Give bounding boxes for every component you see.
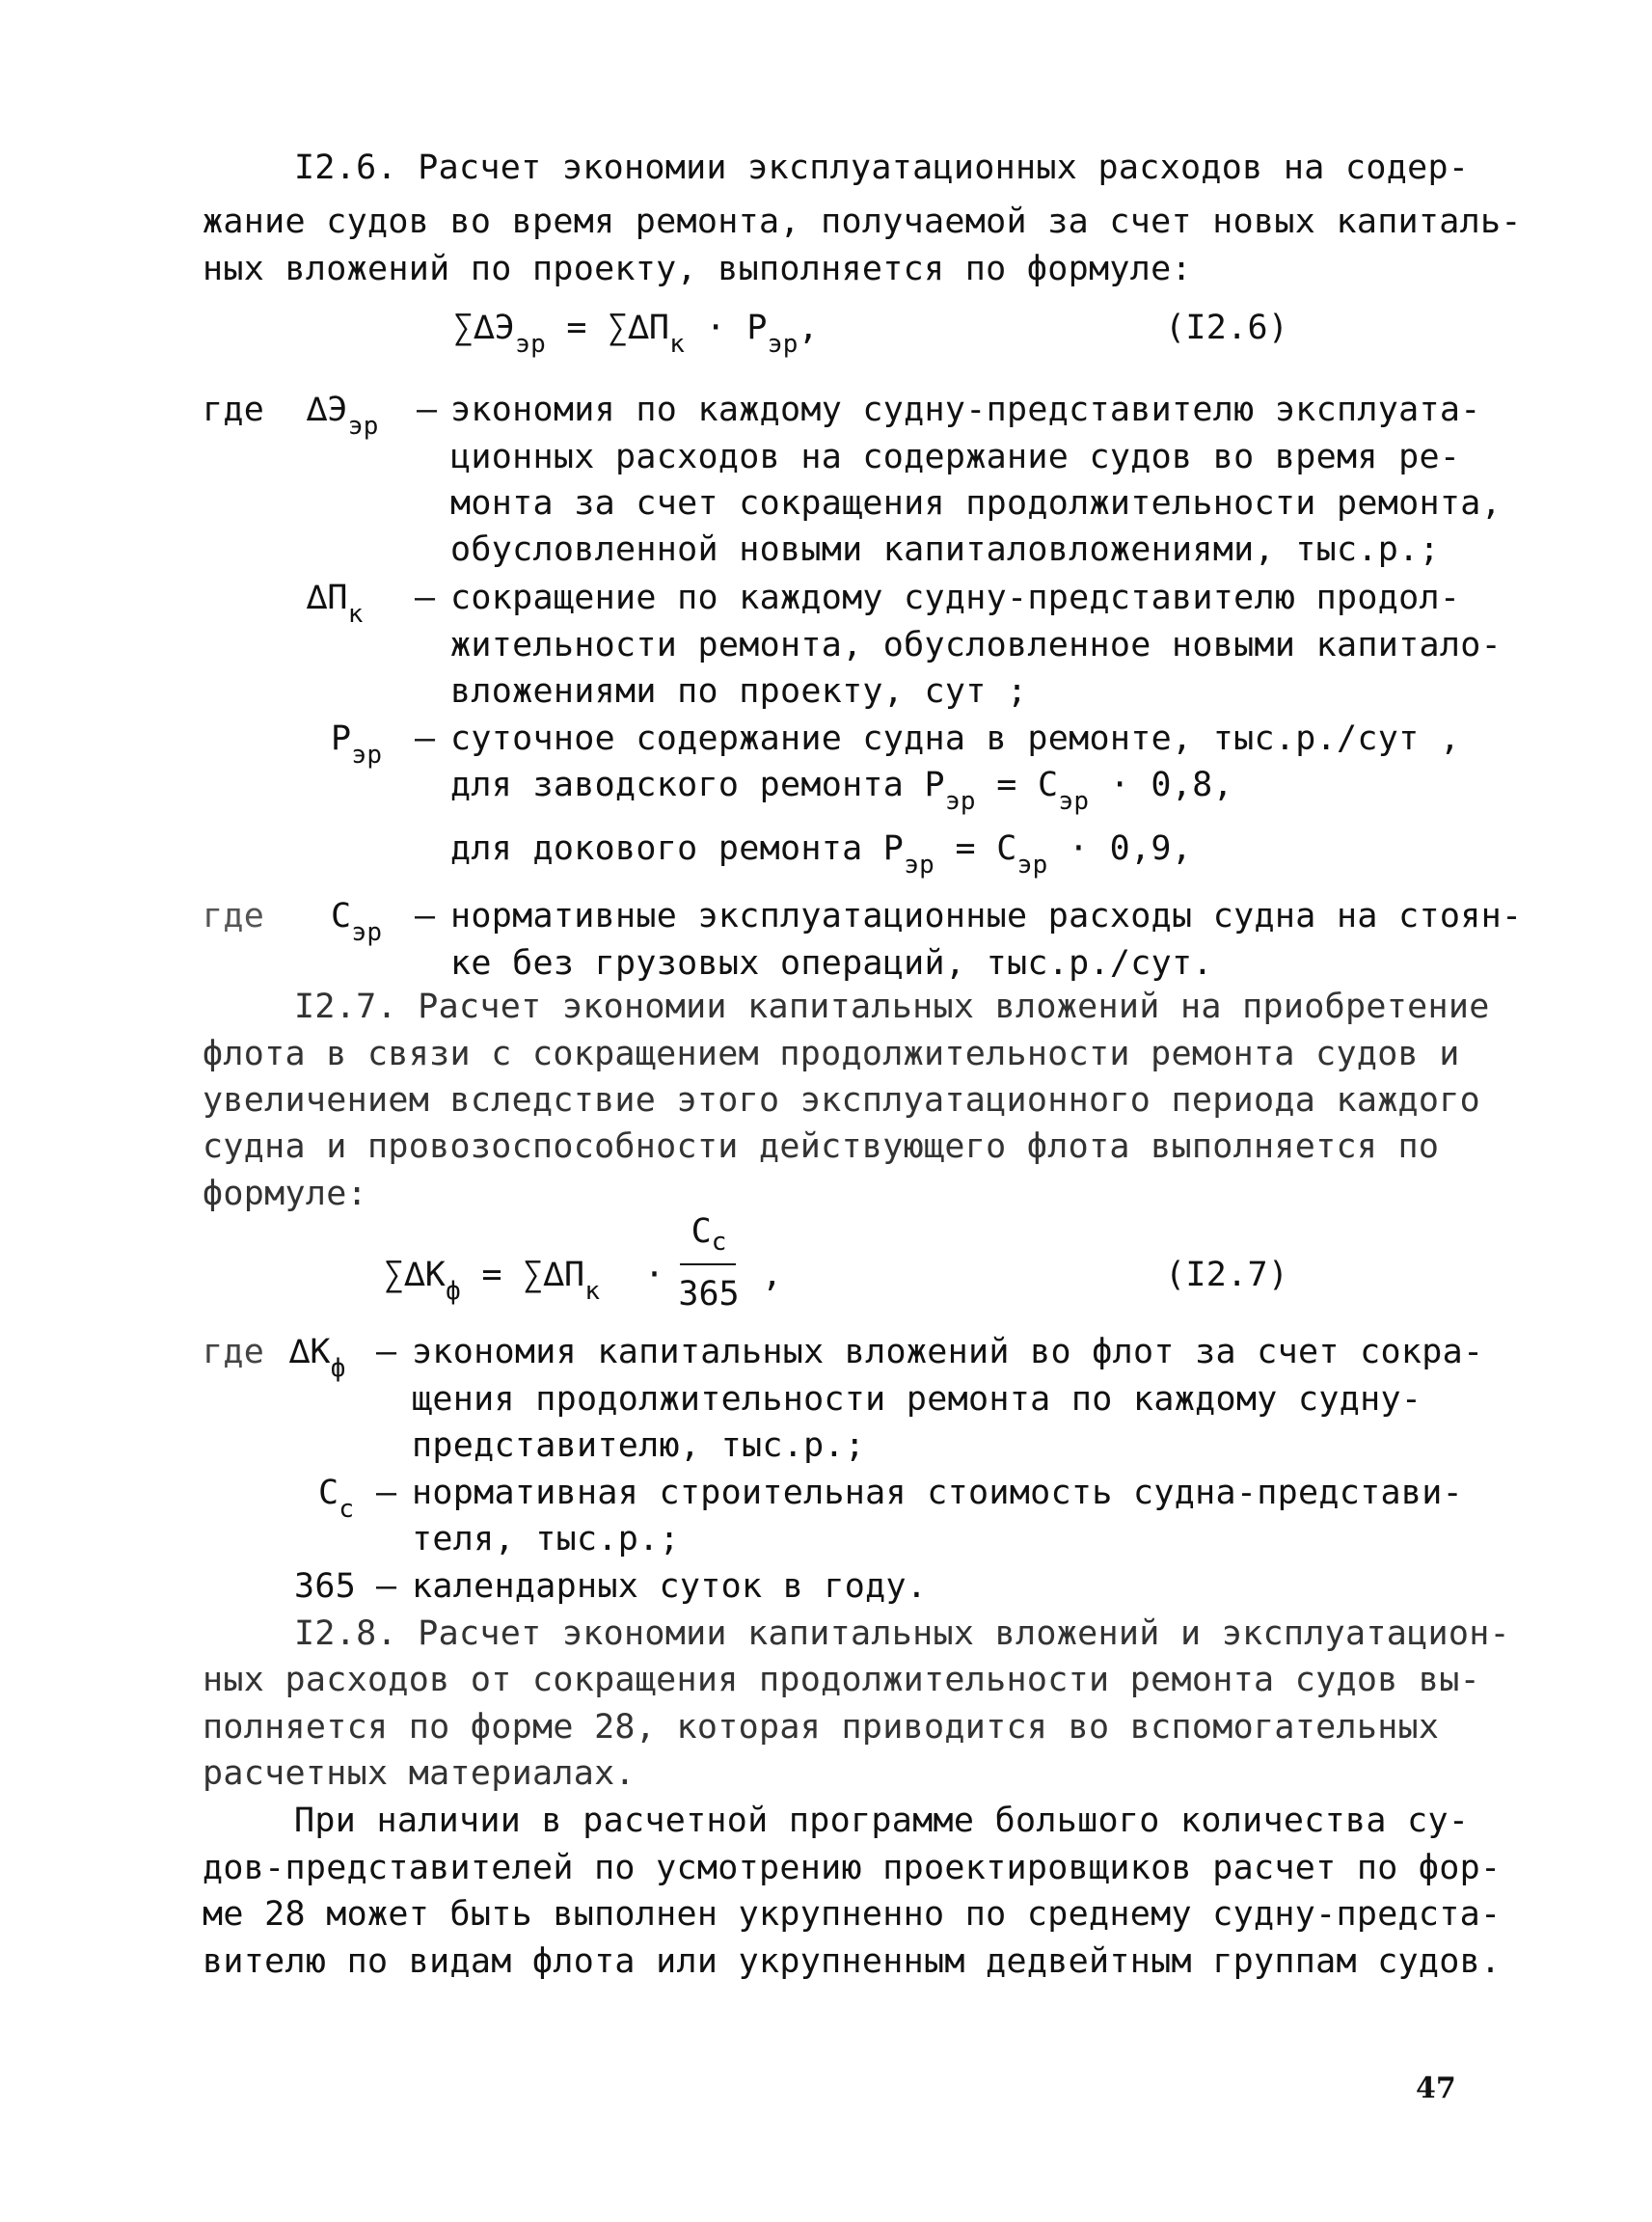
formula-12-7-eq: = ∑∆П bbox=[461, 1256, 585, 1294]
formula-12-7-comma: , bbox=[762, 1256, 783, 1294]
def-365-symbol: 365 bbox=[294, 1567, 357, 1606]
def-r-line-2-pre: для заводского ремонта Р bbox=[450, 766, 945, 804]
def-delta-p-line-2: жительности ремонта, обусловленное новыми капитало- bbox=[450, 626, 1502, 664]
formula-12-7-sum-left: ∑∆К bbox=[384, 1256, 447, 1294]
def-c-c-symbol-main: С bbox=[318, 1474, 339, 1512]
def-delta-k-symbol bbox=[289, 1333, 346, 1383]
def-r-line-3-pre: для докового ремонта Р bbox=[450, 829, 905, 868]
section-12-7-line-3: увеличением вследствие этого эксплуатационного периода каждого bbox=[203, 1081, 1481, 1120]
def-delta-e-dash: – bbox=[417, 391, 438, 429]
section-12-7-line-4: судна и провозоспособности действующего флота выполняется по bbox=[203, 1127, 1440, 1166]
final-paragraph-line-1: При наличии в расчетной программе большого количества су- bbox=[294, 1802, 1470, 1840]
def-delta-k-dash: – bbox=[376, 1333, 397, 1371]
section-12-6-line-2: жание судов во время ремонта, получаемой за счет новых капиталь- bbox=[203, 203, 1522, 241]
section-12-8-line-2: ных расходов от сокращения продолжительности ремонта судов вы- bbox=[203, 1661, 1481, 1699]
def-r-symbol bbox=[331, 719, 383, 770]
final-paragraph-line-3: ме 28 может быть выполнен укрупненно по среднему судну-предста- bbox=[203, 1895, 1502, 1934]
section-12-8-line-1: I2.8. Расчет экономии капитальных вложений и эксплуатацион- bbox=[294, 1614, 1510, 1653]
def-delta-p-symbol-sub: к bbox=[347, 600, 364, 629]
section-12-7-line-5: формуле: bbox=[203, 1175, 367, 1213]
formula-12-7-fraction-bar bbox=[680, 1263, 736, 1265]
where-label-2: где bbox=[203, 897, 265, 935]
def-c-er-symbol bbox=[331, 897, 383, 947]
formula-12-7-number: (I2.7) bbox=[1165, 1256, 1289, 1294]
def-delta-p-line-3: вложениями по проекту, сут ; bbox=[450, 672, 1028, 711]
final-paragraph-line-2: дов-представителей по усмотрению проектировщиков расчет по фор- bbox=[203, 1849, 1502, 1887]
def-delta-e-symbol-sub: эр bbox=[347, 412, 379, 441]
def-365-dash: – bbox=[376, 1567, 397, 1606]
def-c-er-symbol-sub: эр bbox=[351, 918, 383, 947]
def-delta-k-symbol-sub: ф bbox=[330, 1354, 346, 1383]
where-label-3: где bbox=[203, 1333, 265, 1371]
formula-12-7-denominator: 365 bbox=[678, 1275, 740, 1314]
def-r-line-2-mid: = С bbox=[975, 766, 1059, 804]
section-12-6-line-3: ных вложений по проекту, выполняется по формуле: bbox=[203, 250, 1192, 288]
section-12-7-line-1: I2.7. Расчет экономии капитальных вложений на приобретение bbox=[294, 988, 1490, 1026]
formula-12-7-numerator bbox=[675, 1212, 743, 1257]
def-r-line-2-post: · 0,8, bbox=[1089, 766, 1233, 804]
def-delta-e-line-1: экономия по каждому судну-представителю эксплуата- bbox=[450, 391, 1481, 429]
def-r-line-3-sub-1: эр bbox=[904, 851, 935, 880]
def-delta-k-line-2: щения продолжительности ремонта по каждому судну- bbox=[412, 1380, 1422, 1419]
def-r-line-2 bbox=[450, 766, 1233, 816]
formula-12-7-times: · bbox=[644, 1256, 665, 1294]
def-delta-p-symbol-main: ∆П bbox=[307, 579, 348, 617]
section-12-7-line-2: флота в связи с сокращением продолжительности ремонта судов и bbox=[203, 1035, 1460, 1073]
final-paragraph-line-4: вителю по видам флота или укрупненным дедвейтным группам судов. bbox=[203, 1942, 1502, 1981]
def-r-line-3-sub-2: эр bbox=[1016, 851, 1048, 880]
def-c-er-line-2: ке без грузовых операций, тыс.р./сут. bbox=[450, 944, 1213, 983]
def-c-er-symbol-main: С bbox=[331, 897, 352, 935]
def-r-line-2-sub-1: эр bbox=[944, 787, 976, 816]
def-365-line: календарных суток в году. bbox=[412, 1567, 928, 1606]
def-r-line-2-sub-2: эр bbox=[1058, 787, 1090, 816]
def-r-symbol-sub: эр bbox=[351, 741, 383, 770]
def-r-line-3-post: · 0,9, bbox=[1047, 829, 1193, 868]
def-delta-p-dash: – bbox=[415, 579, 436, 617]
formula-12-6-sum-left: ∑∆Э bbox=[453, 309, 516, 347]
def-delta-e-line-3: монта за счет сокращения продолжительности ремонта, bbox=[450, 484, 1502, 523]
def-r-line-3-mid: = С bbox=[934, 829, 1017, 868]
formula-12-7-sub-left: ф bbox=[446, 1277, 462, 1306]
def-r-line-3 bbox=[450, 829, 1193, 880]
def-c-c-line-2: теля, тыс.р.; bbox=[412, 1520, 680, 1558]
section-12-8-line-4: расчетных материалах. bbox=[203, 1754, 636, 1793]
def-c-er-line-1: нормативные эксплуатационные расходы судна на стоян- bbox=[450, 897, 1523, 935]
page-number: 47 bbox=[1416, 2072, 1456, 2105]
formula-12-7-numerator-main: С bbox=[691, 1212, 712, 1251]
def-delta-k-line-3: представителю, тыс.р.; bbox=[412, 1426, 866, 1465]
where-label-1: где bbox=[203, 391, 265, 429]
def-r-dash: – bbox=[415, 719, 436, 758]
formula-12-7-sub-mid: к bbox=[584, 1277, 601, 1306]
formula-12-6-sub-left: эр bbox=[515, 330, 547, 359]
formula-12-6-number: (I2.6) bbox=[1165, 309, 1289, 347]
def-r-line-1: суточное содержание судна в ремонте, тыс.р./сут , bbox=[450, 719, 1461, 758]
def-delta-e-line-4: обусловленной новыми капиталовложениями, тыс.р.; bbox=[450, 530, 1440, 569]
def-delta-p-line-1: сокращение по каждому судну-представителю продол- bbox=[450, 579, 1461, 617]
def-c-c-symbol bbox=[318, 1474, 355, 1524]
def-delta-k-line-1: экономия капитальных вложений во флот за счет сокра- bbox=[412, 1333, 1484, 1371]
formula-12-7-numerator-sub: с bbox=[711, 1228, 727, 1257]
formula-12-7-left bbox=[384, 1256, 601, 1306]
def-delta-e-line-2: ционных расходов на содержание судов во время ре- bbox=[450, 438, 1461, 476]
formula-12-6-eq: = ∑∆П bbox=[546, 309, 670, 347]
formula-12-6 bbox=[453, 309, 820, 359]
formula-12-6-comma: , bbox=[798, 309, 820, 347]
section-12-8-line-3: полняется по форме 28, которая приводится во вспомогательных bbox=[203, 1708, 1440, 1747]
def-r-symbol-main: Р bbox=[331, 719, 352, 758]
formula-12-6-times: · Р bbox=[685, 309, 768, 347]
formula-12-6-sub-mid: к bbox=[669, 330, 686, 359]
def-c-er-dash: – bbox=[415, 897, 436, 935]
def-delta-e-symbol-main: ∆Э bbox=[307, 391, 348, 429]
section-12-6-line-1: I2.6. Расчет экономии эксплуатационных расходов на содер- bbox=[294, 149, 1470, 187]
def-c-c-line-1: нормативная строительная стоимость судна-представи- bbox=[412, 1474, 1463, 1512]
def-delta-k-symbol-main: ∆К bbox=[289, 1333, 331, 1371]
formula-12-6-sub-right: эр bbox=[767, 330, 799, 359]
def-delta-e-symbol bbox=[307, 391, 379, 441]
def-c-c-dash: – bbox=[376, 1474, 397, 1512]
def-c-c-symbol-sub: с bbox=[339, 1495, 355, 1524]
def-delta-p-symbol bbox=[307, 579, 364, 629]
